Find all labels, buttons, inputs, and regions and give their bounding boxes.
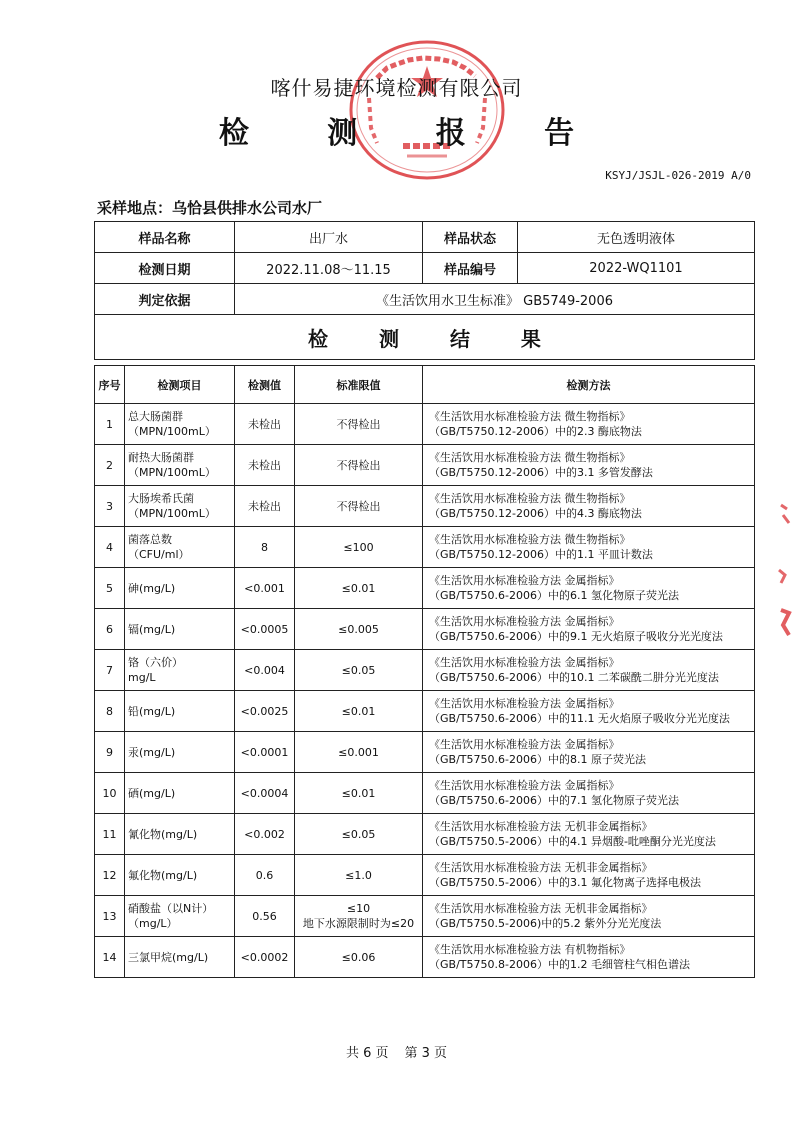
- item-name: 氰化物(mg/L): [128, 827, 198, 841]
- item-name: 菌落总数: [128, 533, 172, 546]
- result-row: [95, 609, 755, 650]
- total-pages: 共 6 页: [345, 1046, 389, 1061]
- item-unit: （MPN/100mL）: [128, 425, 216, 438]
- sample-name-value: 出厂水: [235, 222, 423, 253]
- col-method: 检测方法: [423, 366, 755, 404]
- limit-value: ≤10: [346, 901, 371, 915]
- sample-name-label: 样品名称: [95, 222, 235, 253]
- result-row: [95, 937, 755, 978]
- item-name: 硒(mg/L): [128, 786, 176, 800]
- row-limit: [295, 568, 423, 609]
- row-limit: [295, 773, 423, 814]
- results-body: [95, 404, 755, 978]
- item-name: 硝酸盐（以N计）: [128, 902, 214, 915]
- sample-no-label: 样品编号: [423, 253, 518, 284]
- method-detail: （GB/T5750.5-2006)中的5.2 紫外分光光度法: [429, 917, 662, 930]
- adjacent-seal-edge: [773, 495, 793, 645]
- row-method: [423, 445, 755, 486]
- row-value: <0.0025: [235, 691, 295, 732]
- method-standard: 《生活饮用水标准检验方法 有机物指标》: [429, 943, 631, 956]
- limit-value: ≤0.05: [341, 827, 376, 841]
- result-row: [95, 486, 755, 527]
- row-limit: [295, 486, 423, 527]
- limit-value: ≤0.01: [341, 704, 376, 718]
- method-detail: （GB/T5750.6-2006）中的9.1 无火焰原子吸收分光光度法: [429, 630, 723, 643]
- row-limit: [295, 732, 423, 773]
- item-name: 氟化物(mg/L): [128, 868, 198, 882]
- method-standard: 《生活饮用水标准检验方法 金属指标》: [429, 656, 620, 669]
- result-row: [95, 691, 755, 732]
- results-title: 检 测 结 果: [95, 315, 755, 360]
- limit-value: ≤0.001: [338, 745, 379, 759]
- row-value: <0.001: [235, 568, 295, 609]
- sample-state-label: 样品状态: [423, 222, 518, 253]
- item-unit: （MPN/100mL）: [128, 466, 216, 479]
- col-value: 检测值: [235, 366, 295, 404]
- item-unit: （CFU/ml）: [128, 548, 190, 561]
- row-method: [423, 896, 755, 937]
- method-detail: （GB/T5750.12-2006）中的2.3 酶底物法: [429, 425, 642, 438]
- row-method: [423, 855, 755, 896]
- limit-value: ≤0.01: [341, 581, 376, 595]
- row-method: [423, 527, 755, 568]
- method-standard: 《生活饮用水标准检验方法 微生物指标》: [429, 533, 631, 546]
- item-name: 耐热大肠菌群: [128, 451, 194, 464]
- method-standard: 《生活饮用水标准检验方法 微生物指标》: [429, 410, 631, 423]
- limit-note: 地下水源限制时为≤20: [302, 916, 415, 930]
- limit-value: ≤0.05: [341, 663, 376, 677]
- method-detail: （GB/T5750.12-2006）中的4.3 酶底物法: [429, 507, 642, 520]
- row-item: [125, 445, 235, 486]
- limit-value: ≤100: [343, 540, 374, 554]
- result-row: [95, 527, 755, 568]
- row-limit: [295, 527, 423, 568]
- row-item: [125, 691, 235, 732]
- result-row: [95, 896, 755, 937]
- method-detail: （GB/T5750.6-2006）中的6.1 氢化物原子荧光法: [429, 589, 679, 602]
- row-method: [423, 691, 755, 732]
- sample-no-value: 2022-WQ1101: [518, 253, 755, 284]
- row-limit: [295, 691, 423, 732]
- row-value: <0.0005: [235, 609, 295, 650]
- row-no: 6: [95, 609, 125, 650]
- col-limit: 标准限值: [295, 366, 423, 404]
- limit-value: 不得检出: [336, 418, 381, 431]
- row-value: <0.002: [235, 814, 295, 855]
- row-no: 13: [95, 896, 125, 937]
- row-method: [423, 732, 755, 773]
- test-date-value: 2022.11.08～11.15: [235, 253, 423, 284]
- report-title: 检 测 报 告: [218, 116, 609, 151]
- row-method: [423, 814, 755, 855]
- method-detail: （GB/T5750.5-2006）中的3.1 氟化物离子选择电极法: [429, 876, 701, 889]
- item-name: 镉(mg/L): [128, 622, 176, 636]
- method-detail: （GB/T5750.5-2006）中的4.1 异烟酸-吡唑酮分光光度法: [429, 835, 716, 848]
- row-no: 14: [95, 937, 125, 978]
- row-limit: [295, 896, 423, 937]
- document-number: KSYJ/JSJL-026-2019 A/0: [605, 169, 751, 182]
- limit-value: 不得检出: [336, 500, 381, 513]
- item-name: 铅(mg/L): [128, 704, 176, 718]
- method-detail: （GB/T5750.8-2006）中的1.2 毛细管柱气相色谱法: [429, 958, 690, 971]
- row-value: <0.0004: [235, 773, 295, 814]
- sampling-site-label: 采样地点：: [97, 199, 173, 217]
- method-standard: 《生活饮用水标准检验方法 无机非金属指标》: [429, 861, 653, 874]
- row-method: [423, 609, 755, 650]
- method-detail: （GB/T5750.6-2006）中的11.1 无火焰原子吸收分光光度法: [429, 712, 730, 725]
- row-limit: [295, 937, 423, 978]
- method-standard: 《生活饮用水标准检验方法 金属指标》: [429, 779, 620, 792]
- method-standard: 《生活饮用水标准检验方法 无机非金属指标》: [429, 820, 653, 833]
- limit-value: ≤0.005: [338, 622, 379, 636]
- row-item: [125, 527, 235, 568]
- row-no: 10: [95, 773, 125, 814]
- basis-label: 判定依据: [95, 284, 235, 315]
- row-limit: [295, 650, 423, 691]
- method-standard: 《生活饮用水标准检验方法 微生物指标》: [429, 451, 631, 464]
- row-no: 7: [95, 650, 125, 691]
- row-no: 5: [95, 568, 125, 609]
- result-row: [95, 855, 755, 896]
- row-value: <0.0002: [235, 937, 295, 978]
- row-item: [125, 650, 235, 691]
- company-name: 喀什易捷环境检测有限公司: [270, 76, 523, 100]
- sampling-site-value: 乌恰县供排水公司水厂: [172, 199, 323, 217]
- row-no: 2: [95, 445, 125, 486]
- row-method: [423, 404, 755, 445]
- result-row: [95, 568, 755, 609]
- current-page: 第 3 页: [404, 1046, 448, 1061]
- method-standard: 《生活饮用水标准检验方法 微生物指标》: [429, 492, 631, 505]
- row-item: [125, 855, 235, 896]
- row-value: 0.56: [235, 896, 295, 937]
- row-item: [125, 609, 235, 650]
- method-standard: 《生活饮用水标准检验方法 金属指标》: [429, 738, 620, 751]
- row-item: [125, 814, 235, 855]
- result-row: [95, 445, 755, 486]
- row-method: [423, 937, 755, 978]
- row-item: [125, 896, 235, 937]
- item-name: 大肠埃希氏菌: [128, 492, 194, 505]
- item-unit: mg/L: [128, 671, 156, 684]
- row-value: 未检出: [235, 445, 295, 486]
- method-detail: （GB/T5750.12-2006）中的1.1 平皿计数法: [429, 548, 653, 561]
- row-item: [125, 773, 235, 814]
- row-no: 4: [95, 527, 125, 568]
- result-row: [95, 404, 755, 445]
- limit-value: ≤1.0: [345, 868, 372, 882]
- row-item: [125, 937, 235, 978]
- row-no: 12: [95, 855, 125, 896]
- row-no: 3: [95, 486, 125, 527]
- method-standard: 《生活饮用水标准检验方法 金属指标》: [429, 697, 620, 710]
- sample-info-table: [94, 221, 755, 360]
- col-no: 序号: [95, 366, 125, 404]
- row-no: 11: [95, 814, 125, 855]
- sampling-site: [97, 197, 322, 218]
- item-name: 砷(mg/L): [128, 581, 176, 595]
- item-name: 铬（六价）: [128, 656, 183, 669]
- item-name: 总大肠菌群: [128, 410, 183, 423]
- method-standard: 《生活饮用水标准检验方法 金属指标》: [429, 574, 620, 587]
- method-standard: 《生活饮用水标准检验方法 无机非金属指标》: [429, 902, 653, 915]
- row-method: [423, 773, 755, 814]
- row-limit: [295, 445, 423, 486]
- row-no: 8: [95, 691, 125, 732]
- result-row: [95, 814, 755, 855]
- sample-state-value: 无色透明液体: [518, 222, 755, 253]
- row-item: [125, 404, 235, 445]
- row-method: [423, 486, 755, 527]
- method-detail: （GB/T5750.12-2006）中的3.1 多管发酵法: [429, 466, 653, 479]
- item-name: 三氯甲烷(mg/L): [128, 950, 209, 964]
- row-limit: [295, 814, 423, 855]
- item-unit: （MPN/100mL）: [128, 507, 216, 520]
- row-method: [423, 568, 755, 609]
- limit-value: 不得检出: [336, 459, 381, 472]
- row-value: <0.004: [235, 650, 295, 691]
- row-value: 8: [235, 527, 295, 568]
- item-unit: （mg/L）: [128, 917, 178, 930]
- row-limit: [295, 404, 423, 445]
- results-header-row: [95, 366, 755, 404]
- row-no: 9: [95, 732, 125, 773]
- method-detail: （GB/T5750.6-2006）中的7.1 氢化物原子荧光法: [429, 794, 679, 807]
- row-item: [125, 486, 235, 527]
- method-standard: 《生活饮用水标准检验方法 金属指标》: [429, 615, 620, 628]
- row-value: <0.0001: [235, 732, 295, 773]
- row-limit: [295, 609, 423, 650]
- test-date-label: 检测日期: [95, 253, 235, 284]
- row-item: [125, 732, 235, 773]
- results-table: [94, 365, 755, 978]
- method-detail: （GB/T5750.6-2006）中的10.1 二苯碳酰二肼分光光度法: [429, 671, 719, 684]
- row-no: 1: [95, 404, 125, 445]
- method-detail: （GB/T5750.6-2006）中的8.1 原子荧光法: [429, 753, 646, 766]
- row-item: [125, 568, 235, 609]
- row-limit: [295, 855, 423, 896]
- row-value: 未检出: [235, 486, 295, 527]
- col-item: 检测项目: [125, 366, 235, 404]
- result-row: [95, 650, 755, 691]
- row-value: 0.6: [235, 855, 295, 896]
- result-row: [95, 773, 755, 814]
- row-value: 未检出: [235, 404, 295, 445]
- page-footer: [0, 1042, 793, 1061]
- limit-value: ≤0.01: [341, 786, 376, 800]
- row-method: [423, 650, 755, 691]
- limit-value: ≤0.06: [341, 950, 376, 964]
- item-name: 汞(mg/L): [128, 745, 176, 759]
- result-row: [95, 732, 755, 773]
- basis-value: 《生活饮用水卫生标准》 GB5749-2006: [235, 284, 755, 315]
